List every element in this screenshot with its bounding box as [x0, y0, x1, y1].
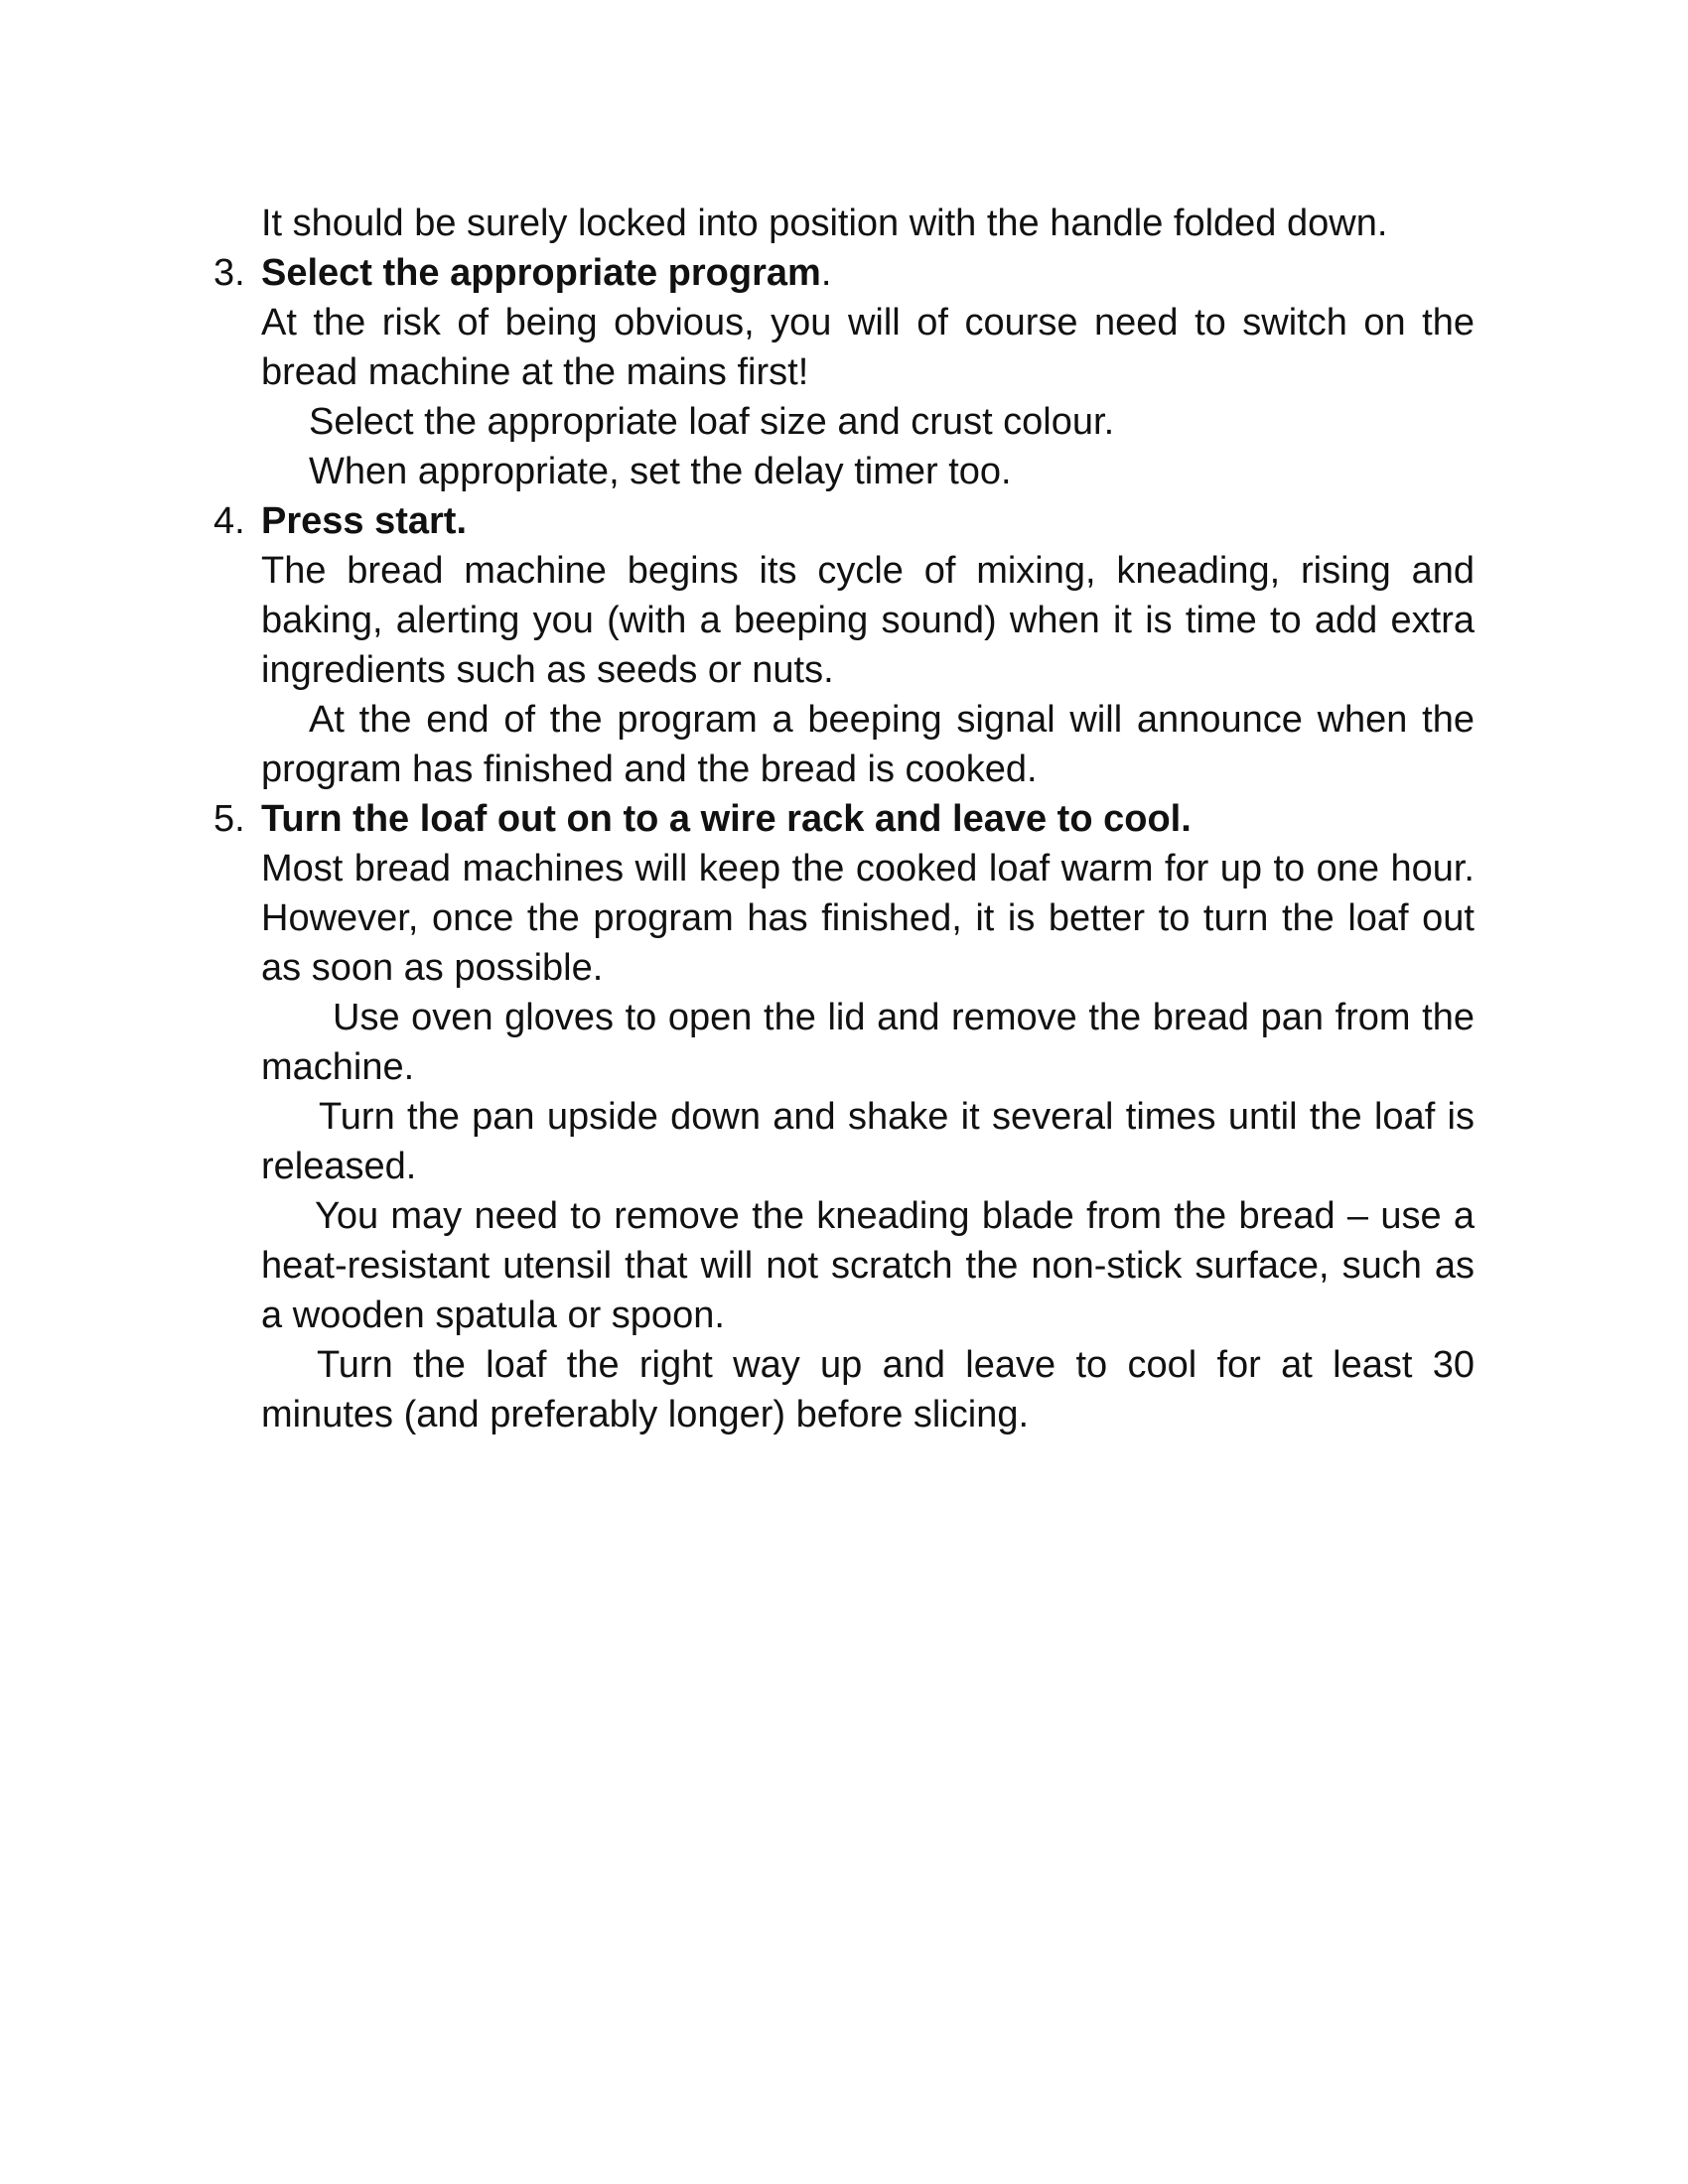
step-3	[213, 248, 1475, 496]
step-5-paragraph-1: Most bread machines will keep the cooked loaf warm for up to one hour. However, once the program has finished, it is better to turn the loaf out as soon as possible.	[261, 848, 1475, 989]
step-4-title: Press start.	[261, 500, 468, 542]
step-3-title: Select the appropriate program	[261, 252, 821, 294]
step-5	[213, 794, 1475, 1439]
step-4-number: 4.	[213, 500, 245, 542]
intro-paragraph: It should be surely locked into position with the handle folded down.	[261, 203, 1388, 244]
step-3-paragraph-2: Select the appropriate loaf size and crust colour.	[309, 401, 1115, 443]
step-3-paragraph-3: When appropriate, set the delay timer too.	[309, 451, 1012, 492]
step-5-title: Turn the loaf out on to a wire rack and leave to cool.	[261, 798, 1192, 840]
step-5-paragraph-4: You may need to remove the kneading blade from the bread – use a heat-resistant utensil that will not scratch the non-stick surface, such as a wooden spatula or spoon.	[261, 1195, 1475, 1336]
step-4	[213, 496, 1475, 794]
step-4-paragraph-2: At the end of the program a beeping signal will announce when the program has finished and the bread is cooked.	[261, 699, 1475, 790]
step-4-paragraph-1: The bread machine begins its cycle of mixing, kneading, rising and baking, alerting you (with a beeping sound) when it is time to add extra ingredients such as seeds or nuts.	[261, 550, 1475, 691]
document-body	[213, 199, 1475, 1439]
step-3-heading	[213, 248, 1475, 298]
step-5-paragraph-5: Turn the loaf the right way up and leave to cool for at least 30 minutes (and preferably longer) before slicing.	[261, 1344, 1475, 1435]
step-4-heading	[213, 496, 1475, 546]
step-3-paragraph-1: At the risk of being obvious, you will of course need to switch on the bread machine at the mains first!	[261, 302, 1475, 393]
step-5-number: 5.	[213, 798, 245, 840]
step-5-paragraph-3: Turn the pan upside down and shake it several times until the loaf is released.	[261, 1096, 1475, 1187]
step-5-heading	[213, 794, 1475, 844]
step-5-paragraph-2: Use oven gloves to open the lid and remove the bread pan from the machine.	[261, 997, 1475, 1088]
step-3-number: 3.	[213, 252, 245, 294]
step-3-title-suffix: .	[820, 252, 832, 294]
